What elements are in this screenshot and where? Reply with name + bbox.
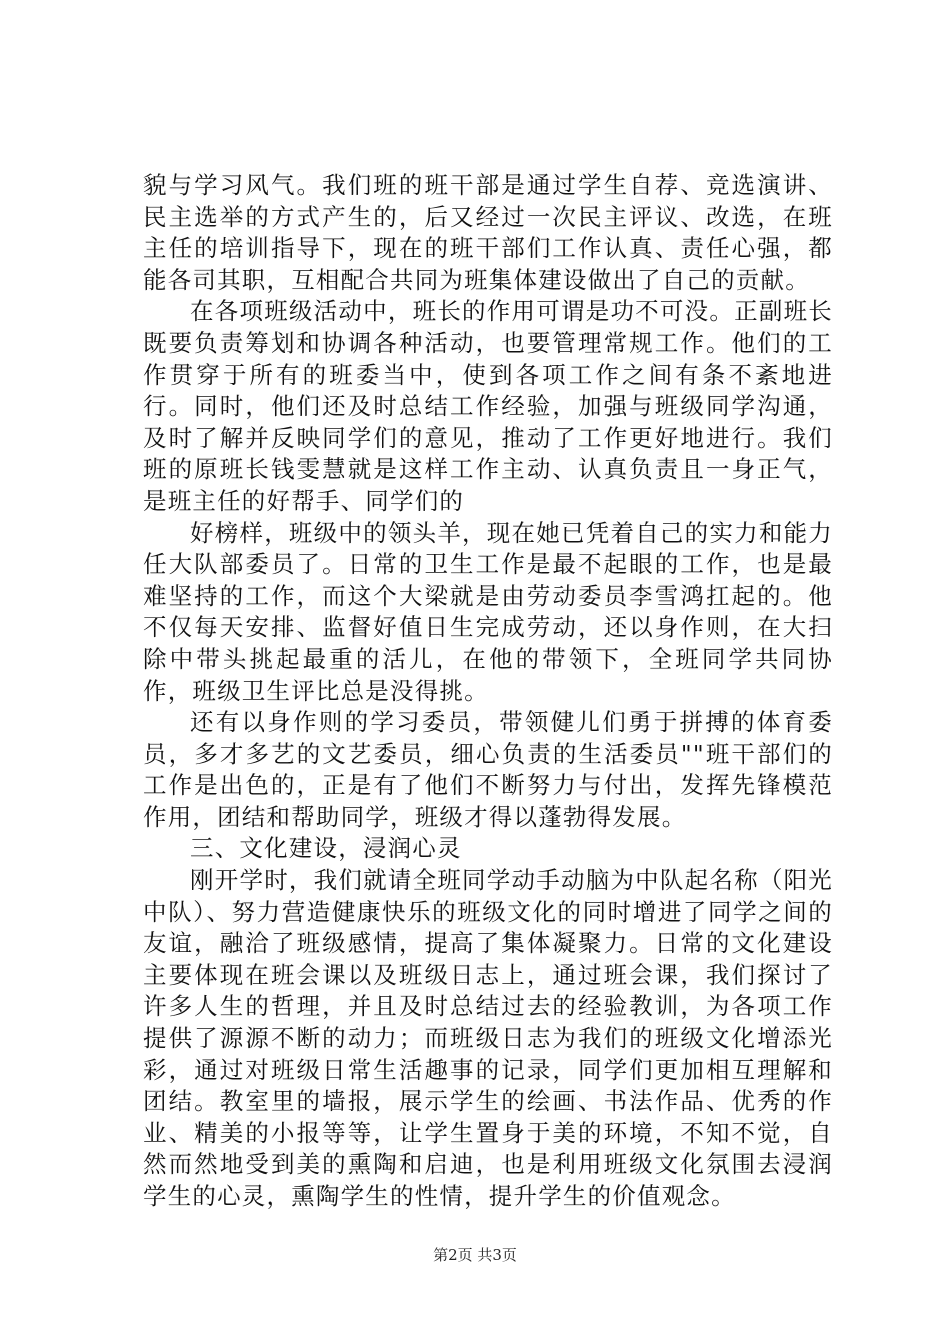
paragraph-1: 貌与学习风气。我们班的班干部是通过学生自荐、竞选演讲、民主选举的方式产生的，后又经过一次民主评议、改选，在班主任的培训指导下，现在的班干部们工作认真、责任心强，都能各司其职，互相配合共同为班集体建设做出了自己的贡献。 — [143, 171, 833, 294]
document-body — [143, 170, 833, 1213]
page-footer — [0, 1245, 950, 1265]
page-number: 第2页 共3页 — [433, 1246, 517, 1264]
paragraph-4: 还有以身作则的学习委员，带领健儿们勇于拼搏的体育委员，多才多艺的文艺委员，细心负责的生活委员""班干部们的工作是出色的，正是有了他们不断努力与付出，发挥先锋模范作用，团结和帮助同学，班级才得以蓬勃得发展。 — [143, 708, 833, 831]
paragraph-6: 刚开学时，我们就请全班同学动手动脑为中队起名称（阳光中队）、努力营造健康快乐的班级文化的同时增进了同学之间的友谊，融洽了班级感情，提高了集体凝聚力。日常的文化建设主要体现在班会课以及班级日志上，通过班会课，我们探讨了许多人生的哲理，并且及时总结过去的经验教训，为各项工作提供了源源不断的动力；而班级日志为我们的班级文化增添光彩，通过对班级日常生活趣事的记录，同学们更加相互理解和团结。教室里的墙报，展示学生的绘画、书法作品、优秀的作业、精美的小报等等，让学生置身于美的环境，不知不觉，自然而然地受到美的熏陶和启迪，也是利用班级文化氛围去浸润学生的心灵，熏陶学生的性情，提升学生的价值观念。 — [143, 866, 833, 1210]
section-heading: 三、文化建设，浸润心灵 — [190, 834, 462, 863]
paragraph-2: 在各项班级活动中，班长的作用可谓是功不可没。正副班长既要负责筹划和协调各种活动，也要管理常规工作。他们的工作贯穿于所有的班委当中，使到各项工作之间有条不紊地进行。同时，他们还及时总结工作经验，加强与班级同学沟通，及时了解并反映同学们的意见，推动了工作更好地进行。我们班的原班长钱雯慧就是这样工作主动、认真负责且一身正气，是班主任的好帮手、同学们的 — [143, 297, 833, 515]
paragraph-3: 好榜样，班级中的领头羊，现在她已凭着自己的实力和能力任大队部委员了。日常的卫生工作是最不起眼的工作，也是最难坚持的工作，而这个大梁就是由劳动委员李雪鸿扛起的。他不仅每天安排、监督好值日生完成劳动，还以身作则，在大扫除中带头挑起最重的活儿，在他的带领下，全班同学共同协作，班级卫生评比总是没得挑。 — [143, 518, 833, 705]
